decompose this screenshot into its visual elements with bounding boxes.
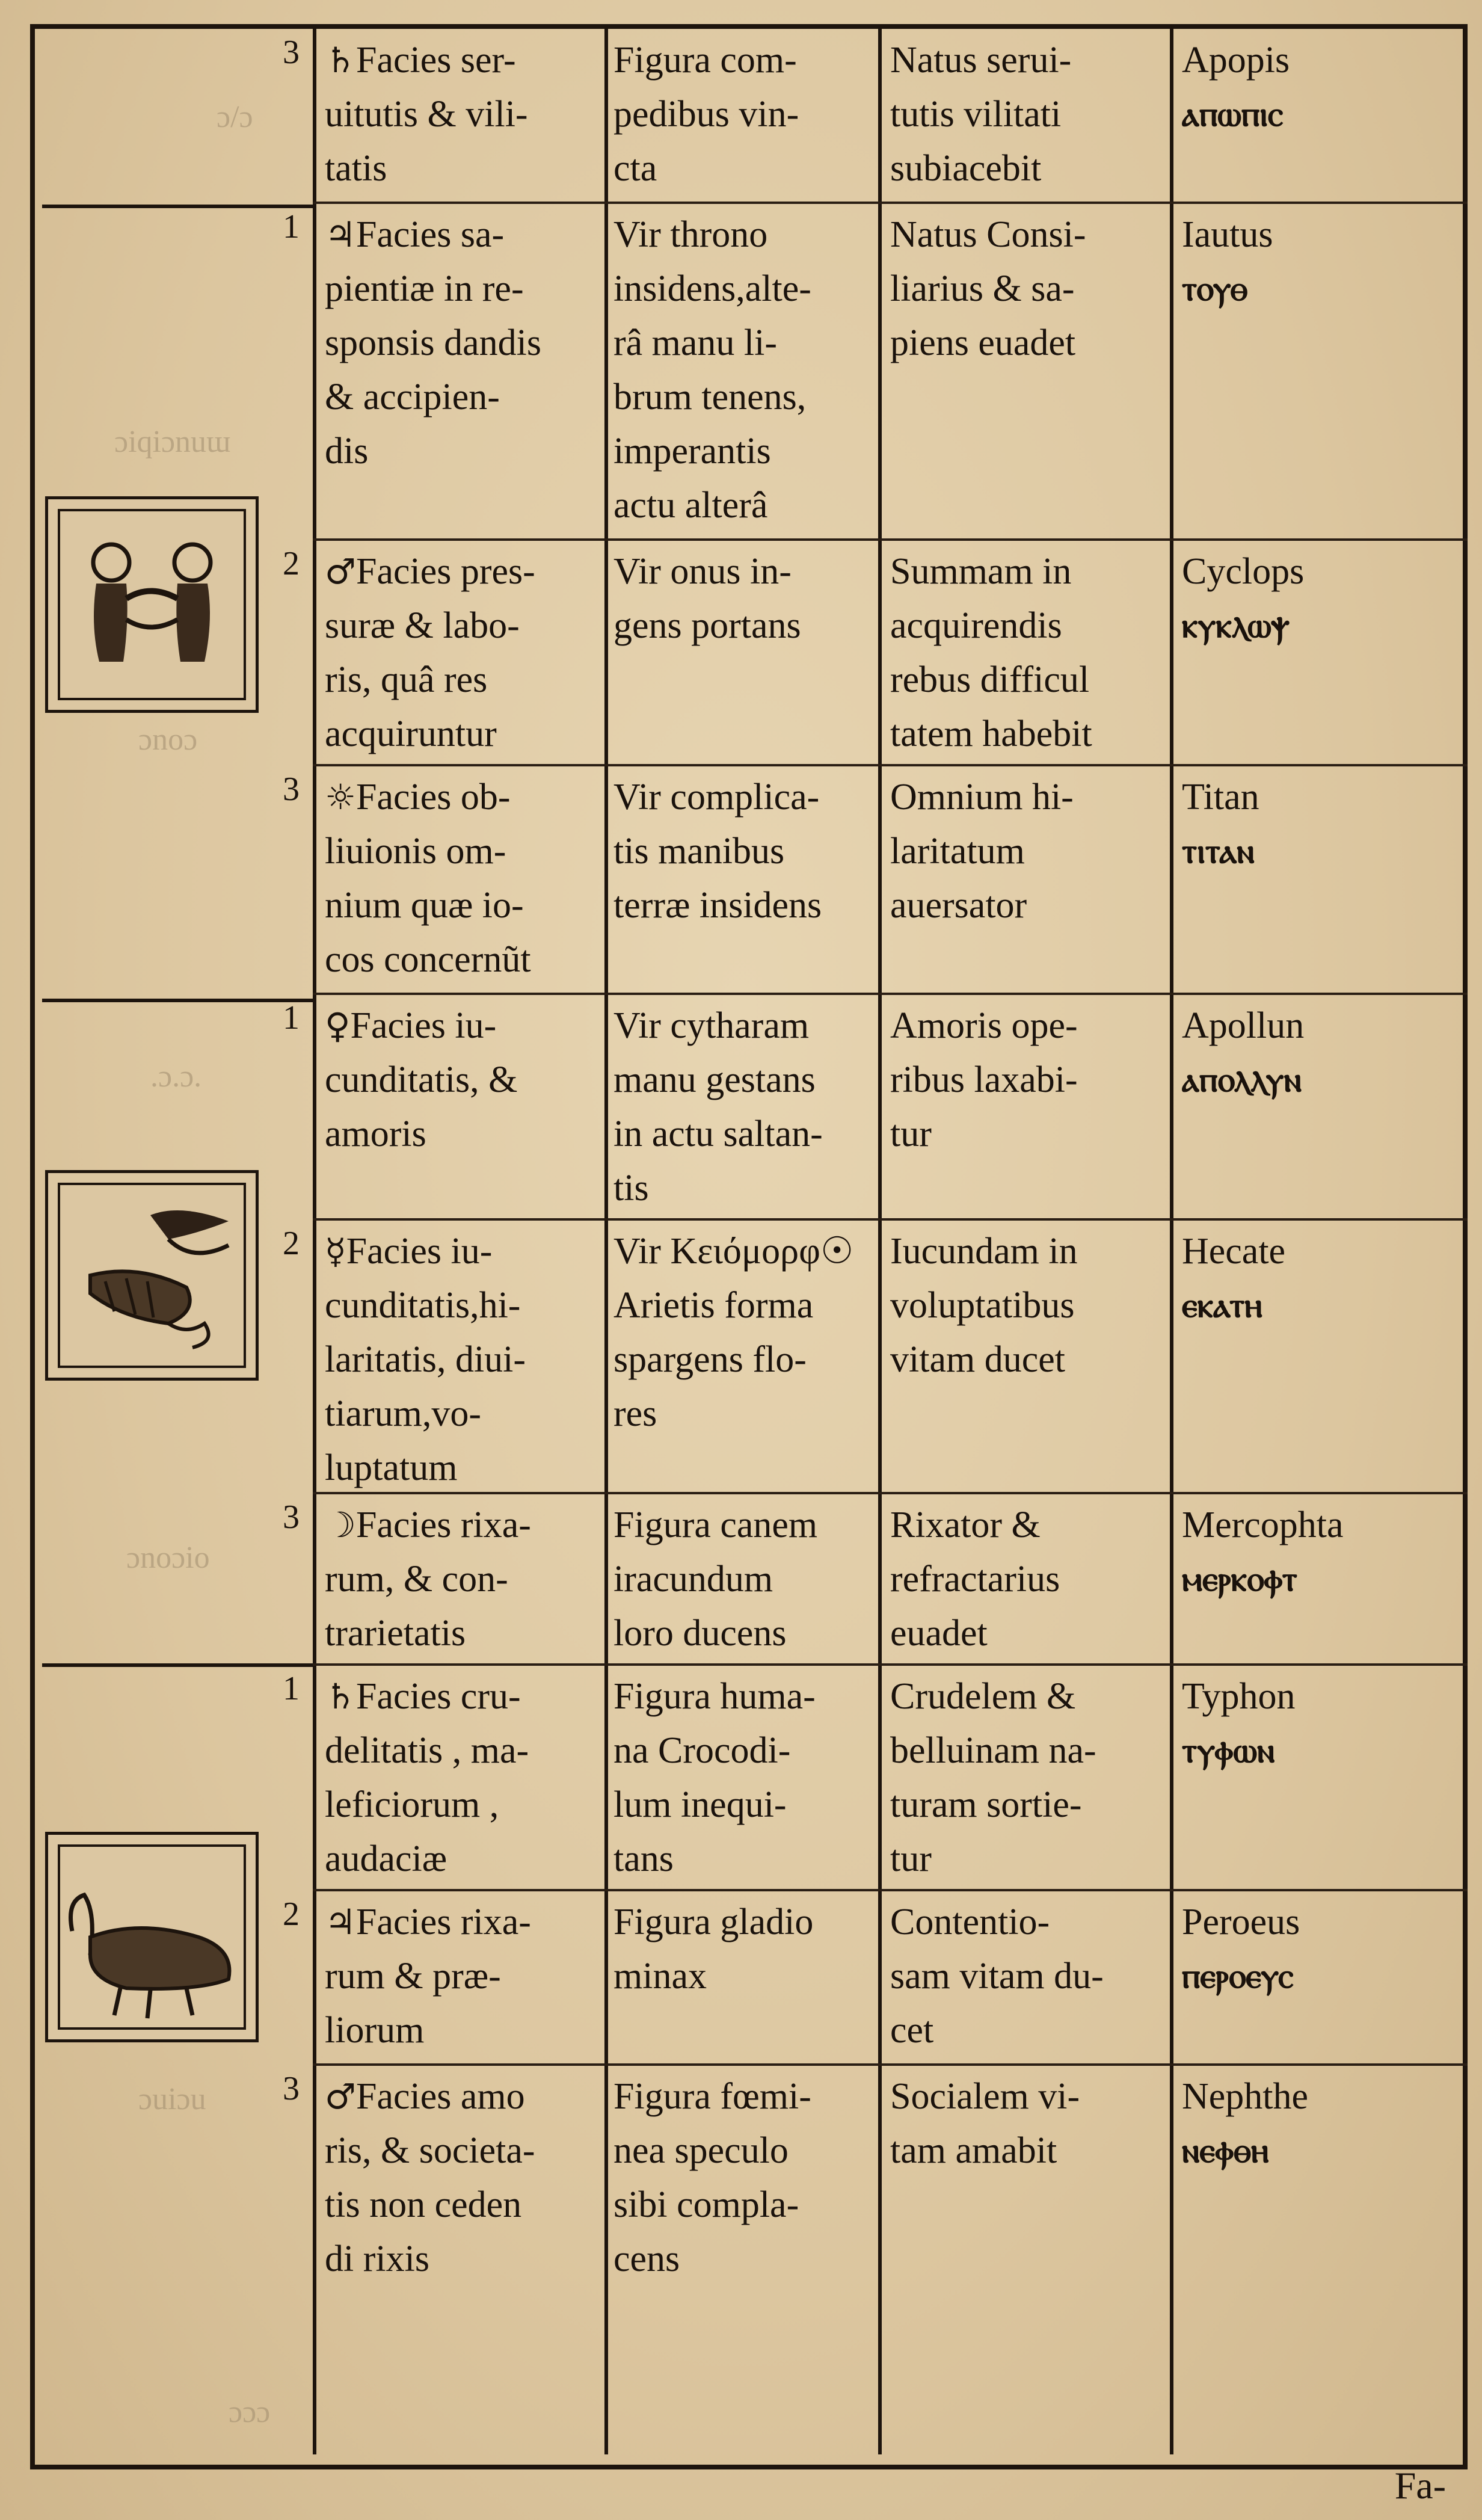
crab-emblem	[45, 1170, 259, 1381]
coptic-name: ⲕⲩⲕⲗⲱⲯ	[1182, 606, 1290, 645]
decan-number: 2	[283, 545, 300, 582]
natus-cell: Summam in acquirendis rebus difficul tatem habebit	[890, 551, 1092, 754]
decan-number: 3	[283, 34, 300, 71]
decan-name: Titan	[1182, 777, 1259, 818]
coptic-name: ⲧⲓⲧⲁⲛ	[1182, 831, 1255, 870]
lion-emblem	[45, 1832, 259, 2042]
decan-number: 1	[283, 208, 300, 245]
row-rule	[313, 993, 1468, 995]
planet-symbol: ♃	[325, 214, 356, 255]
facies-text: Facies iu- cunditatis, & amoris	[325, 1005, 518, 1154]
bleed-through-text: .ɔ.ɔ.	[150, 1059, 202, 1094]
row-rule	[313, 1663, 1468, 1666]
natus-cell: Iucundam in voluptatibus vitam ducet	[890, 1231, 1078, 1380]
twins-icon	[48, 499, 256, 710]
planet-symbol: ☽	[325, 1505, 356, 1545]
decan-number: 3	[283, 2070, 300, 2107]
facies-text: Facies rixa- rum & præ- liorum	[325, 1902, 531, 2051]
decan-number: 2	[283, 1225, 300, 1262]
natus-cell: Omnium hi- laritatum auersator	[890, 777, 1074, 926]
figura-cell: Figura fœmi- nea speculo sibi compla- cens	[613, 2076, 811, 2279]
row-rule	[313, 2063, 1468, 2066]
column-rule	[313, 24, 316, 2454]
decan-number: 1	[283, 999, 300, 1037]
row-rule	[313, 764, 1468, 766]
bleed-through-text: ɔnoɔ	[138, 722, 198, 757]
natus-cell: Contentio- sam vitam du- cet	[890, 1902, 1104, 2051]
facies-text: Facies pres- suræ & labo- ris, quâ res acquiruntur	[325, 551, 535, 754]
decan-name: Iautus	[1182, 214, 1273, 255]
row-rule	[313, 1218, 1468, 1221]
facies-cell	[325, 208, 598, 478]
row-rule	[313, 1889, 1468, 1891]
figura-cell: Figura gladio minax	[613, 1902, 814, 1997]
sign-separator	[42, 1663, 313, 1667]
planet-symbol: ♂	[325, 2076, 356, 2117]
planet-symbol: ♄	[325, 40, 356, 81]
column-rule	[878, 24, 882, 2454]
facies-text: Facies ser- uitutis & vili- tatis	[325, 40, 528, 189]
twins-emblem	[45, 496, 259, 713]
coptic-name: ⲧⲟⲩⲑ	[1182, 269, 1248, 308]
natus-cell: Crudelem & belluinam na- turam sortie- tur	[890, 1676, 1096, 1879]
planet-symbol: ♃	[325, 1902, 356, 1942]
decan-name: Nephthe	[1182, 2076, 1309, 2117]
decan-name: Apopis	[1182, 40, 1290, 81]
facies-cell	[325, 999, 598, 1161]
decan-number: 3	[283, 1499, 300, 1536]
facies-text: Facies cru- delitatis , ma- leficiorum , audaciæ	[325, 1676, 529, 1879]
natus-cell: Natus serui- tutis vilitati subiacebit	[890, 40, 1072, 189]
facies-cell	[325, 1224, 598, 1495]
bleed-through-text: ɔɔɔ	[229, 2395, 271, 2429]
facies-cell	[325, 1895, 598, 2057]
facies-cell	[325, 1669, 598, 1886]
facies-text: Facies rixa- rum, & con- trarietatis	[325, 1505, 531, 1654]
facies-cell	[325, 2069, 598, 2286]
facies-cell	[325, 770, 598, 987]
decan-name: Typhon	[1182, 1676, 1296, 1717]
figura-cell: Figura com- pedibus vin- cta	[613, 40, 799, 189]
crab-icon	[48, 1173, 256, 1378]
coptic-name: ⲧⲩⲫⲱⲛ	[1182, 1731, 1275, 1770]
decan-name: Apollun	[1182, 1005, 1305, 1046]
natus-cell: Socialem vi- tam amabit	[890, 2076, 1080, 2171]
bleed-through-text: ɔ/ɔ	[217, 100, 253, 134]
decan-name: Cyclops	[1182, 551, 1305, 592]
sign-separator	[42, 999, 313, 1002]
sign-separator	[42, 205, 313, 208]
bleed-through-text: ɔuiɔu	[138, 2082, 206, 2116]
facies-text: Facies amo ris, & societa- tis non ceden di rixis	[325, 2076, 535, 2279]
figura-cell: Figura canem iracundum loro ducens	[613, 1505, 818, 1654]
decan-name: Peroeus	[1182, 1902, 1300, 1942]
coptic-name: ⲡⲉⲣⲟⲉⲩⲥ	[1182, 1956, 1294, 1995]
figura-cell: Vir complica- tis manibus terræ insidens	[613, 777, 822, 926]
coptic-name: ⲛⲉⲫⲑⲏ	[1182, 2131, 1269, 2170]
facies-text: Facies iu- cunditatis,hi- laritatis, diui- tiarum,vo- luptatum	[325, 1231, 526, 1488]
figura-cell: Vir Κειόμορφ☉ Arietis forma spargens flo- res	[613, 1231, 854, 1434]
decan-number: 1	[283, 1670, 300, 1707]
facies-cell	[325, 1498, 598, 1660]
planet-symbol: ♄	[325, 1676, 356, 1717]
column-rule	[604, 24, 608, 2454]
planet-symbol: ☼	[325, 777, 356, 818]
natus-cell: Amoris ope- ribus laxabi- tur	[890, 1005, 1078, 1154]
facies-cell	[325, 544, 598, 761]
decan-number: 2	[283, 1896, 300, 1933]
facies-text: Facies ob- liuionis om- nium quæ io- cos concernũt	[325, 777, 531, 980]
column-rule	[1170, 24, 1173, 2454]
decan-name: Mercophta	[1182, 1505, 1344, 1545]
catchword: Fa-	[1394, 2464, 1446, 2507]
coptic-name: ⲙⲉⲣⲕⲟⲫⲧ	[1182, 1559, 1297, 1598]
planet-symbol: ♂	[325, 551, 356, 592]
natus-cell: Rixator & refractarius euadet	[890, 1505, 1060, 1654]
natus-cell: Natus Consi- liarius & sa- piens euadet	[890, 214, 1086, 363]
planet-symbol: ♀	[325, 1005, 351, 1046]
figura-cell: Vir throno insidens,alte- râ manu li- brum tenens, imperantis actu alterâ	[613, 214, 811, 526]
coptic-name: ⲉⲕⲁⲧⲏ	[1182, 1286, 1262, 1325]
coptic-name: ⲁⲡⲟⲗⲗⲩⲛ	[1182, 1060, 1302, 1099]
row-rule	[313, 202, 1468, 204]
row-rule	[313, 538, 1468, 541]
bleed-through-text: ɔiqiɔnuɯ	[114, 425, 231, 459]
coptic-name: ⲁⲡⲱⲡⲓⲥ	[1182, 94, 1284, 134]
figura-cell: Figura huma- na Crocodi- lum inequi- tans	[613, 1676, 816, 1879]
bleed-through-text: ɔnoɔio	[126, 1541, 210, 1575]
decan-name: Hecate	[1182, 1231, 1286, 1272]
lion-icon	[48, 1835, 256, 2039]
planet-symbol: ☿	[325, 1231, 346, 1272]
figura-cell: Vir cytharam manu gestans in actu saltan- tis	[613, 1005, 823, 1209]
facies-cell	[325, 33, 598, 196]
figura-cell: Vir onus in- gens portans	[613, 551, 801, 646]
facies-text: Facies sa- pientiæ in re- sponsis dandis & accipien- dis	[325, 214, 541, 472]
decan-number: 3	[283, 771, 300, 808]
